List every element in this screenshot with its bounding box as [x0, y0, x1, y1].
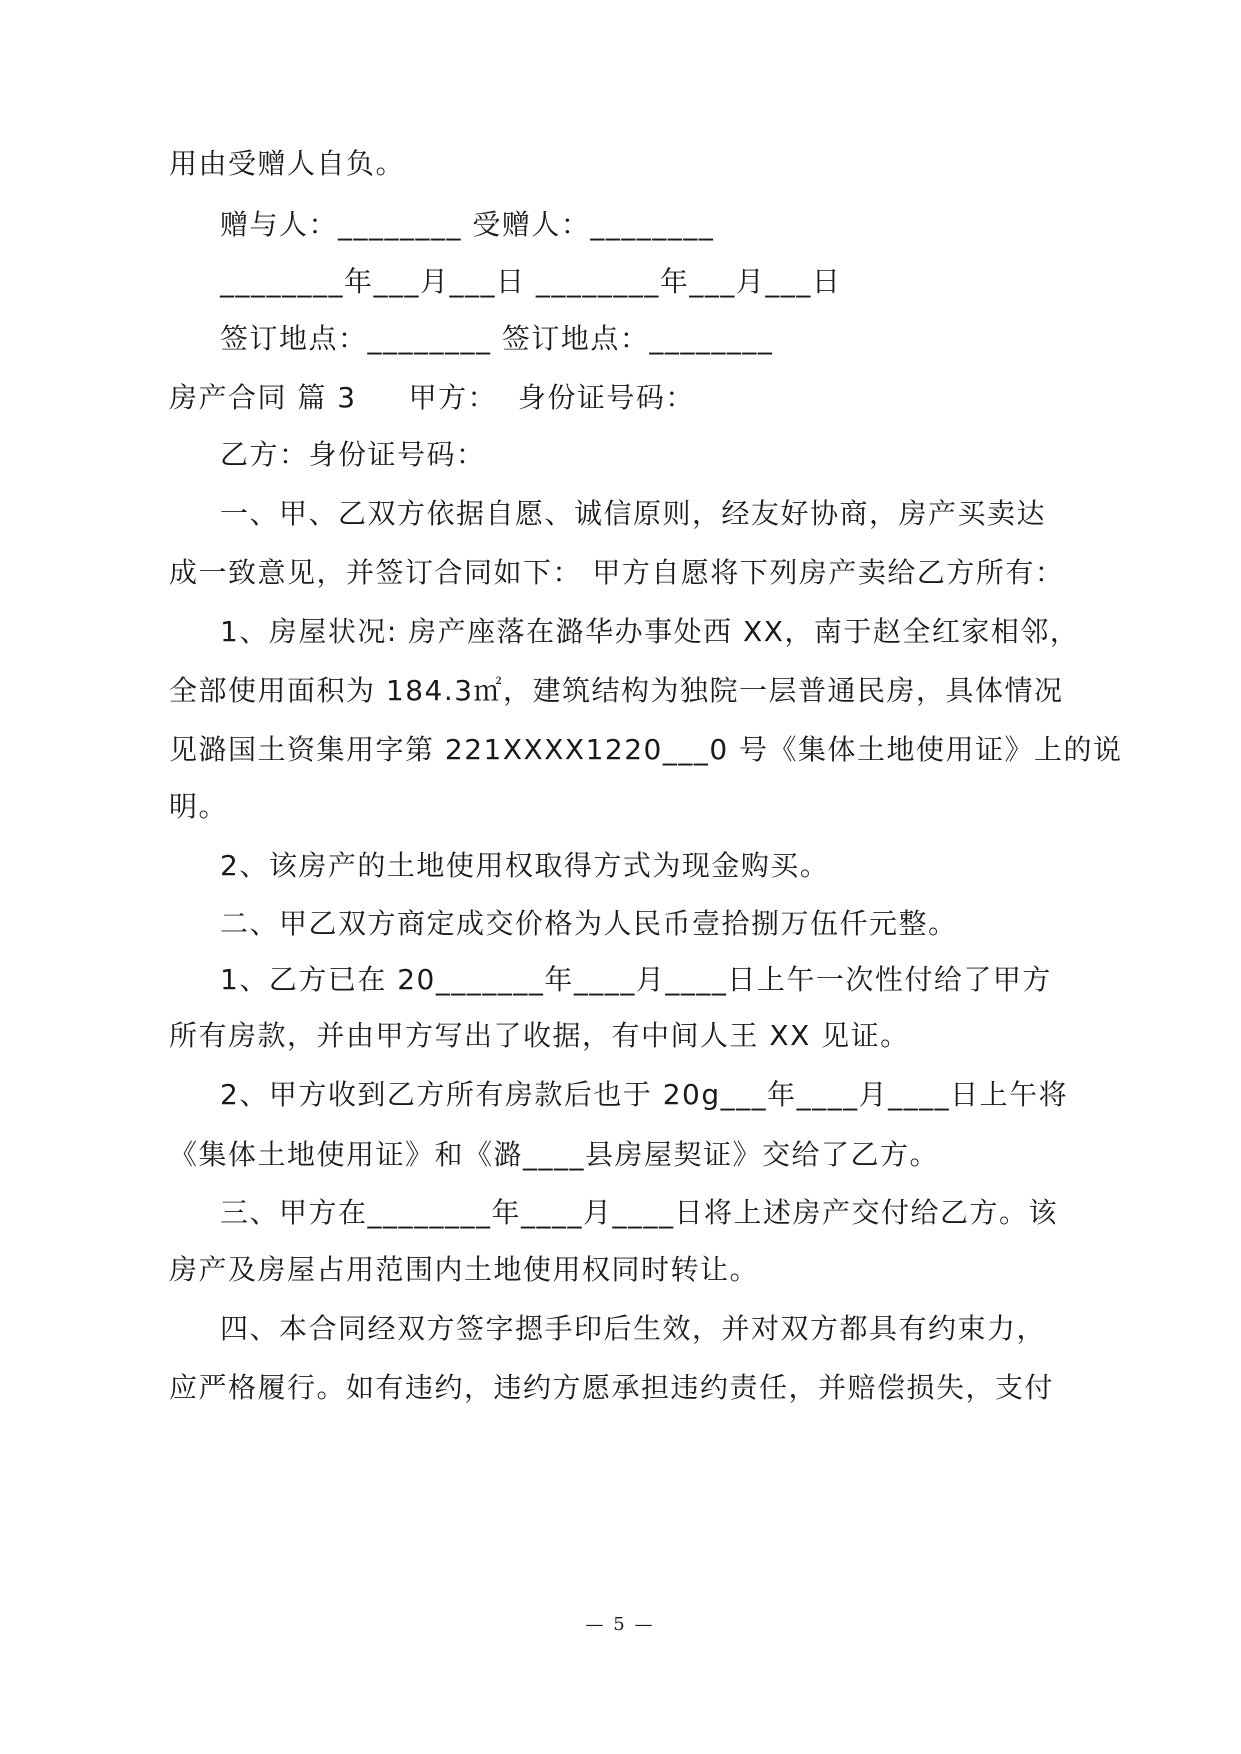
text-line-4: 签订地点：________ 签订地点：________ [220, 322, 774, 355]
text-line-13: 2、该房产的土地使用权取得方式为现金购买。 [220, 849, 830, 882]
text-line-6: 乙方：身份证号码： [220, 438, 486, 471]
text-line-9: 1、房屋状况: 房产座落在潞华办事处西 XX，南于赵全红家相邻， [220, 615, 1080, 648]
text-line-14: 二、甲乙双方商定成交价格为人民币壹拾捌万伍仟元整。 [220, 907, 958, 940]
text-line-15: 1、乙方已在 20_______年____月____日上午一次性付给了甲方 [220, 963, 1052, 996]
text-line-16: 所有房款，并由甲方写出了收据，有中间人王 XX 见证。 [169, 1019, 910, 1052]
text-line-18: 《集体土地使用证》和《潞____县房屋契证》交给了乙方。 [169, 1138, 940, 1171]
text-line-10: 全部使用面积为 184.3㎡，建筑结构为独院一层普通民房，具体情况 [169, 674, 1064, 707]
section-heading: 房产合同 篇 3 甲方： 身份证号码： [169, 381, 695, 414]
text-line-2: 赠与人：________ 受赠人：________ [220, 208, 715, 241]
text-line-22: 应严格履行。如有违约，违约方愿承担违约责任，并赔偿损失，支付 [169, 1371, 1055, 1404]
text-line-8: 成一致意见，并签订合同如下： 甲方自愿将下列房产卖给乙方所有： [169, 556, 1065, 589]
text-line-20: 房产及房屋占用范围内土地使用权同时转让。 [169, 1253, 760, 1286]
text-line-21: 四、本合同经双方签字摁手印后生效，并对双方都具有约束力， [220, 1312, 1047, 1345]
page-number: — 5 — [585, 1614, 655, 1635]
text-line-3: ________年___月___日 ________年___月___日 [220, 265, 842, 298]
text-line-17: 2、甲方收到乙方所有房款后也于 20g___年____月____日上午将 [220, 1078, 1069, 1111]
text-line-12: 明。 [169, 790, 229, 823]
text-line-1: 用由受赠人自负。 [169, 147, 406, 180]
text-line-19: 三、甲方在________年____月____日将上述房产交付给乙方。该 [220, 1196, 1059, 1229]
text-line-7: 一、甲、乙双方依据自愿、诚信原则，经友好协商，房产买卖达 [220, 497, 1047, 530]
text-line-11: 见潞国土资集用字第 221XXXX1220___0 号《集体土地使用证》上的说 [169, 733, 1123, 766]
